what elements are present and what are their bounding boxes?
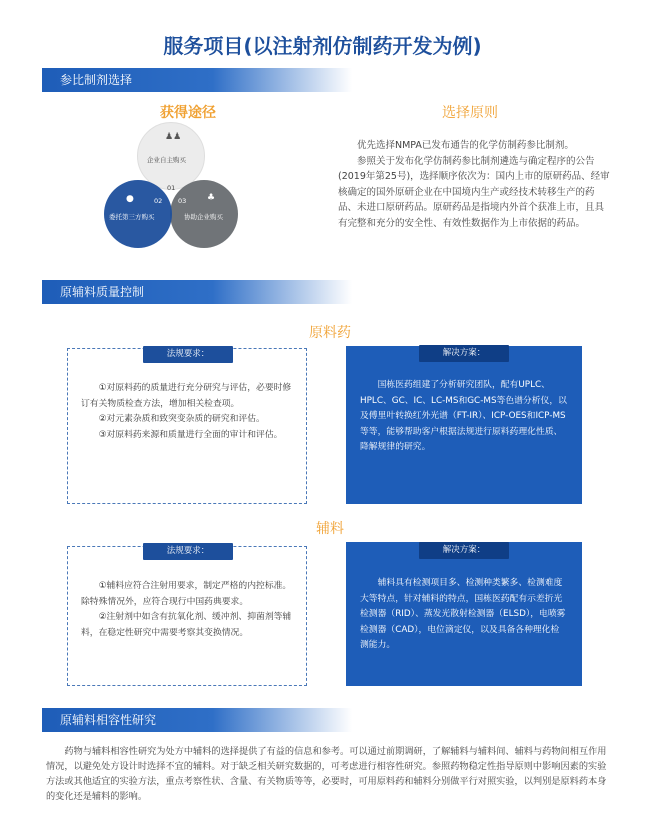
api-requirements-tag: 法规要求： xyxy=(143,346,233,363)
excipient-solution-text: 辅料具有检测项目多、检测种类繁多、检测难度大等特点，针对辅料的特点，国栋医药配有示差折光检测器（RID）、蒸发光散射检测器（ELSD），电喷雾检测器（CAD），电位滴定仪，以及具备各种理化检测能力。 xyxy=(360,578,566,650)
compatibility-text: 药物与辅料相容性研究为处方中辅料的选择提供了有益的信息和参考。可以通过前期调研，了解辅料与辅料间、辅料与药物间相互作用情况，以避免处方设计时选择不宜的辅料。对于缺乏相关研究数据的，可考虑进行相容性研究。参照药物稳定性指导原则中影响因素的实验方法或其他适宜的实验方法，重点考察性状、含量、有关物质等等，必要时，可用原料药和辅料分别做平行对照实验，以判别是原料药本身的变化还是辅料的影响。 xyxy=(46,746,607,802)
section-header-reference: 参比制剂选择 xyxy=(42,68,352,92)
venn-number-02: 02 xyxy=(154,197,163,205)
excipient-requirements-tag: 法规要求： xyxy=(143,543,233,560)
venn-number-03: 03 xyxy=(178,197,187,205)
section-header-compatibility: 原辅料相容性研究 xyxy=(42,708,352,732)
excipient-requirements-box xyxy=(67,546,307,686)
api-requirements-text: ①对原料药的质量进行充分研究与评估，必要时修订有关物质检查方法，增加相关检查项。 ②对元素杂质和致突变杂质的研究和评估。 ③对原料药来源和质量进行全面的审计和评估。 xyxy=(81,383,292,440)
excipient-solution-tag: 解决方案： xyxy=(419,542,509,559)
venn-label-self: 企业自主购买 xyxy=(147,156,186,164)
acquisition-venn-diagram xyxy=(104,122,264,252)
api-requirements-box xyxy=(67,348,307,504)
api-solution-box xyxy=(346,346,582,504)
page-title: 服务项目(以注射剂仿制药开发为例) xyxy=(163,34,482,58)
principles-heading: 选择原则 xyxy=(442,105,498,121)
sources-heading: 获得途径 xyxy=(160,105,216,121)
section-header-quality: 原辅料质量控制 xyxy=(42,280,352,304)
user-icon: ● xyxy=(126,194,134,204)
excipient-solution-box xyxy=(346,542,582,686)
api-heading: 原料药 xyxy=(309,325,351,341)
venn-label-assisted: 协助企业购买 xyxy=(184,213,223,221)
principles-text: 优先选择NMPA已发布通告的化学仿制药参比制剂。 参照关于发布化学仿制药参比制剂遴选与确定程序的公告(2019年第25号)，选择顺序依次为：国内上市的原研药品、经审核确定的国外原研企业在中国境内生产或经技术转移生产的药品、未进口原研药品。原研药品是指境内外首个获准上市，且具有完整和充分的安全性、有效性数据作为上市依据的药品。 xyxy=(338,140,610,229)
group-icon: ♟♟ xyxy=(165,132,182,142)
venn-number-01: 01 xyxy=(167,184,176,192)
api-solution-tag: 解决方案： xyxy=(419,345,509,362)
tree-icon: ♣ xyxy=(207,193,216,203)
venn-label-third-party: 委托第三方购买 xyxy=(109,213,155,221)
excipient-requirements-text: ①辅料应符合注射用要求，制定严格的内控标准。除特殊情况外，应符合现行中国药典要求。 ②注射剂中如含有抗氧化剂、缓冲剂、抑菌剂等辅料，在稳定性研究中需要考察其变换情况。 xyxy=(81,581,292,638)
excipient-heading: 辅料 xyxy=(316,521,344,537)
api-solution-text: 国栋医药组建了分析研究团队，配有UPLC、HPLC、GC、IC、LC-MS和GC-MS等色谱分析仪，以及傅里叶转换红外光谱（FT-IR）、ICP-OES和ICP-MS等等，能够帮助客户根据法规进行原料药理化性质、降解规律的研究。 xyxy=(360,380,567,452)
